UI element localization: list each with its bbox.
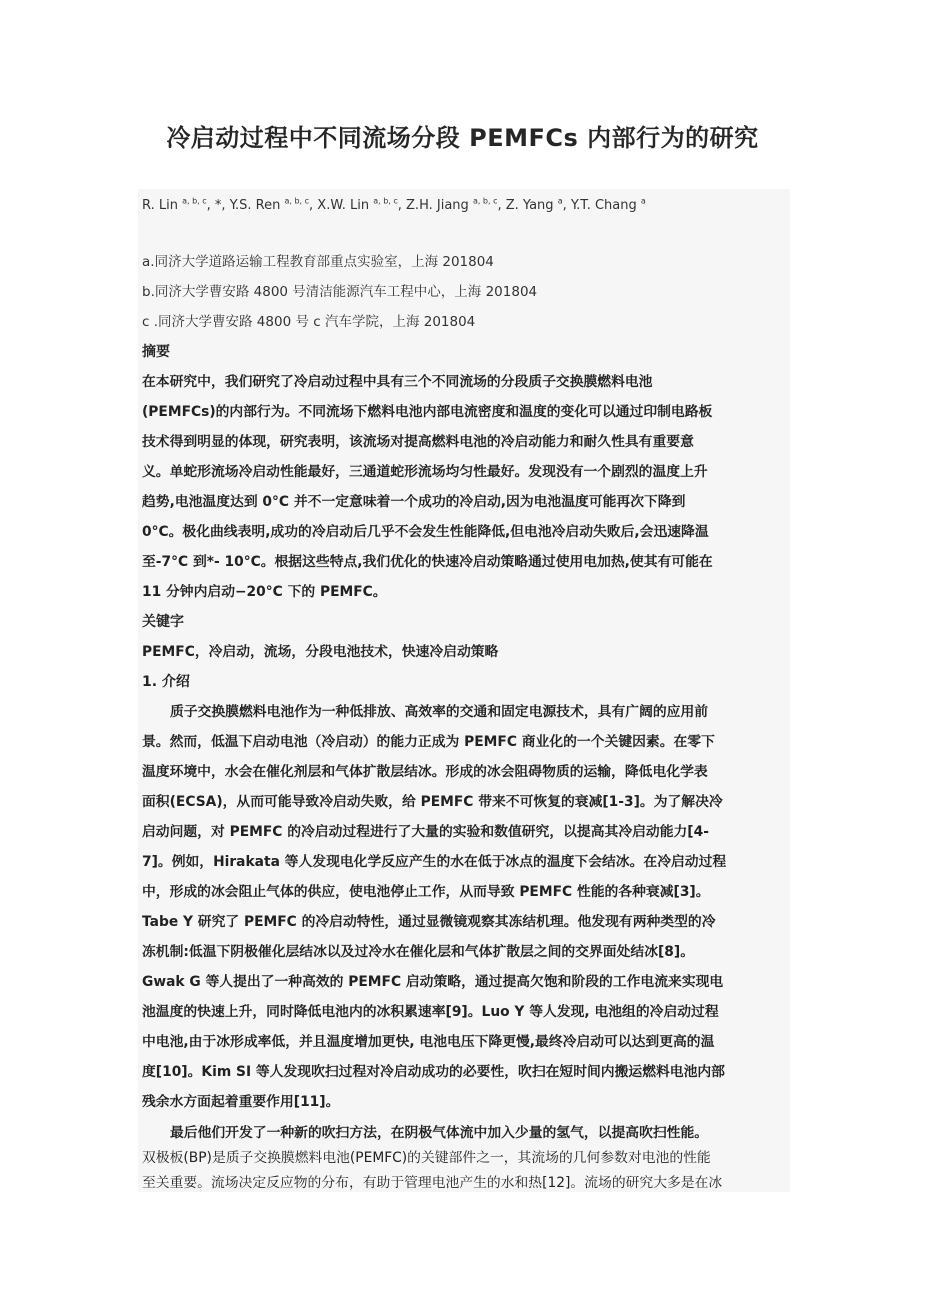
body-line: Gwak G 等人提出了一种高效的 PEMFC 启动策略，通过提高欠饱和阶段的工作电流来实现电 [142,974,724,990]
abstract-line: (PEMFCs)的内部行为。不同流场下燃料电池内部电流密度和温度的变化可以通过印制电路板 [142,404,713,420]
author: Z.H. Jiang $^{a, b, c}$, [406,196,506,213]
author-list [142,197,786,227]
body-line: 面积(ECSA)，从而可能导致冷启动失败，给 PEMFC 带来不可恢复的衰减[1-3]。为了解决冷 [142,794,723,810]
affiliation: a.同济大学道路运输工程教育部重点实验室，上海 201804 [142,254,494,270]
abstract-line: 0°C。极化曲线表明,成功的冷启动后几乎不会发生性能降低,但电池冷启动失败后,会迅速降温 [142,524,709,540]
body-line: Tabe Y 研究了 PEMFC 的冷启动特性，通过显微镜观察其冻结机理。他发现有两种类型的冷 [142,914,716,930]
affiliation: c .同济大学曹安路 4800 号 c 汽车学院，上海 201804 [142,314,476,330]
body-line: 残余水方面起着重要作用[11]。 [142,1094,340,1110]
body-line: 冻机制:低温下阴极催化层结冰以及过冷水在催化层和气体扩散层之间的交界面处结冰[8]。 [142,944,695,960]
body-line: 景。然而，低温下启动电池（冷启动）的能力正成为 PEMFC 商业化的一个关键因素。在零下 [142,734,715,750]
body-line: 温度环境中，水会在催化剂层和气体扩散层结冰。形成的冰会阻碍物质的运输，降低电化学表 [142,764,708,780]
body-line: 7]。例如，Hirakata 等人发现电化学反应产生的水在低于冰点的温度下会结冰。在冷启动过程 [142,854,727,870]
body-line: 质子交换膜燃料电池作为一种低排放、高效率的交通和固定电源技术，具有广阔的应用前 [170,704,709,720]
abstract-line: 技术得到明显的体现，研究表明，该流场对提高燃料电池的冷启动能力和耐久性具有重要意 [142,434,694,450]
abstract-heading: 摘要 [142,344,170,360]
body-line: 中，形成的冰会阻止气体的供应，使电池停止工作，从而导致 PEMFC 性能的各种衰减[3]。 [142,884,710,900]
body-line: 双极板(BP)是质子交换膜燃料电池(PEMFC)的关键部件之一，其流场的几何参数对电池的性能 [142,1150,711,1166]
body-line: 池温度的快速上升，同时降低电池内的冰积累速率[9]。Luo Y 等人发现, 电池组的冷启动过程 [142,1004,719,1020]
abstract-line: 趋势,电池温度达到 0°C 并不一定意味着一个成功的冷启动,因为电池温度可能再次下降到 [142,494,686,510]
abstract-line: 在本研究中，我们研究了冷启动过程中具有三个不同流场的分段质子交换膜燃料电池 [142,374,653,390]
author: Y.T. Chang $^a$ [570,196,646,213]
body-paragraph [142,1121,786,1192]
introduction-paragraph [142,697,786,1117]
author: Y.S. Ren $^{a, b, c}$, [229,196,318,213]
paper-body [138,189,790,1192]
body-line: 至关重要。流场决定反应物的分布，有助于管理电池产生的水和热[12]。流场的研究大多是在冰 [142,1175,723,1191]
abstract-line: 至-7°C 到*- 10°C。根据这些特点,我们优化的快速冷启动策略通过使用电加热,使其有可能在 [142,554,713,570]
abstract-line: 义。单蛇形流场冷启动性能最好，三通道蛇形流场均匀性最好。发现没有一个剧烈的温度上升 [142,464,708,480]
author: Z. Yang $^a$, [505,196,571,213]
affiliation: b.同济大学曹安路 4800 号清洁能源汽车工程中心，上海 201804 [142,284,538,300]
author: X.W. Lin $^{a, b, c}$, [317,196,407,213]
affiliation-list [142,247,786,337]
author: R. Lin $^{a, b, c}$, *, [142,196,230,213]
paper-title: 冷启动过程中不同流场分段 PEMFCs 内部行为的研究 [166,124,759,152]
body-line: 启动问题，对 PEMFC 的冷启动过程进行了大量的实验和数值研究，以提高其冷启动能力[4- [142,824,709,840]
keywords-heading: 关键字 [142,614,184,630]
body-line: 中电池,由于冰形成率低，并且温度增加更快, 电池电压下降更慢,最终冷启动可以达到更高的温 [142,1034,715,1050]
abstract-text [142,367,786,607]
section-heading-introduction: 1. 介绍 [142,674,190,690]
abstract-line: 11 分钟内启动−20°C 下的 PEMFC。 [142,584,387,600]
keywords-text: PEMFC，冷启动，流场，分段电池技术，快速冷启动策略 [142,644,499,660]
body-line: 最后他们开发了一种新的吹扫方法，在阴极气体流中加入少量的氢气，以提高吹扫性能。 [170,1125,709,1141]
body-line: 度[10]。Kim SI 等人发现吹扫过程对冷启动成功的必要性，吹扫在短时间内搬运燃料电池内部 [142,1064,725,1080]
